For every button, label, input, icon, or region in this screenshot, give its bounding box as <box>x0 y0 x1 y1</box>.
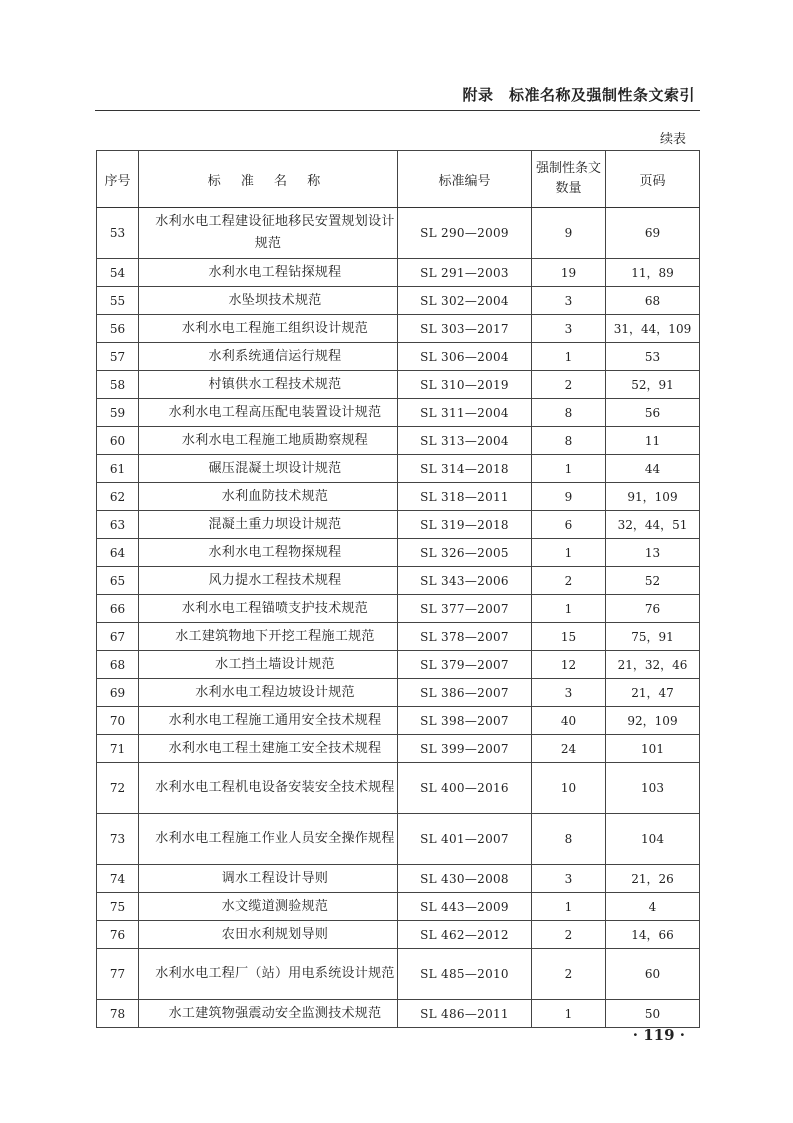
row-seq: 65 <box>97 567 139 595</box>
table-row <box>97 315 700 343</box>
row-clause-count: 1 <box>532 343 606 371</box>
row-standard-name: 水利水电工程施工组织设计规范 <box>139 315 398 343</box>
row-seq: 55 <box>97 287 139 315</box>
row-pages: 101 <box>606 735 700 763</box>
row-standard-name: 水坠坝技术规范 <box>139 287 398 315</box>
row-pages: 21，26 <box>606 865 700 893</box>
row-seq: 54 <box>97 259 139 287</box>
table-row <box>97 921 700 949</box>
row-pages: 13 <box>606 539 700 567</box>
row-clause-count: 3 <box>532 865 606 893</box>
header-rule <box>95 110 700 111</box>
row-standard-code: SL 443—2009 <box>398 893 532 921</box>
row-standard-name: 混凝土重力坝设计规范 <box>139 511 398 539</box>
row-standard-name: 水文缆道测验规范 <box>139 893 398 921</box>
row-standard-code: SL 310—2019 <box>398 371 532 399</box>
row-standard-name: 水利系统通信运行规程 <box>139 343 398 371</box>
row-clause-count: 8 <box>532 814 606 865</box>
row-clause-count: 1 <box>532 595 606 623</box>
row-pages: 50 <box>606 1000 700 1028</box>
row-standard-code: SL 377—2007 <box>398 595 532 623</box>
page-number: · 119 · <box>632 1026 685 1044</box>
table-row <box>97 595 700 623</box>
row-seq: 76 <box>97 921 139 949</box>
row-pages: 52 <box>606 567 700 595</box>
column-header-count <box>532 151 606 208</box>
table-row <box>97 893 700 921</box>
table-header-row <box>97 151 700 208</box>
row-standard-name: 水利水电工程建设征地移民安置规划设计规范 <box>139 208 398 259</box>
column-header-code: 标准编号 <box>398 151 532 208</box>
row-standard-name: 水利水电工程锚喷支护技术规范 <box>139 595 398 623</box>
row-standard-name: 水工挡土墙设计规范 <box>139 651 398 679</box>
row-seq: 74 <box>97 865 139 893</box>
table-row <box>97 814 700 865</box>
row-standard-code: SL 306—2004 <box>398 343 532 371</box>
row-standard-code: SL 386—2007 <box>398 679 532 707</box>
row-clause-count: 2 <box>532 949 606 1000</box>
row-standard-name: 农田水利规划导则 <box>139 921 398 949</box>
column-header-count-line2: 数量 <box>555 181 582 196</box>
row-standard-name: 风力提水工程技术规程 <box>139 567 398 595</box>
row-pages: 68 <box>606 287 700 315</box>
row-seq: 67 <box>97 623 139 651</box>
row-standard-name: 水利水电工程土建施工安全技术规程 <box>139 735 398 763</box>
table-row <box>97 623 700 651</box>
row-clause-count: 10 <box>532 763 606 814</box>
row-clause-count: 2 <box>532 371 606 399</box>
row-clause-count: 3 <box>532 679 606 707</box>
row-clause-count: 8 <box>532 427 606 455</box>
row-clause-count: 2 <box>532 921 606 949</box>
row-standard-name: 水利水电工程施工地质勘察规程 <box>139 427 398 455</box>
row-seq: 62 <box>97 483 139 511</box>
row-clause-count: 6 <box>532 511 606 539</box>
row-seq: 78 <box>97 1000 139 1028</box>
row-seq: 64 <box>97 539 139 567</box>
row-pages: 56 <box>606 399 700 427</box>
row-standard-code: SL 343—2006 <box>398 567 532 595</box>
row-standard-name: 碾压混凝土坝设计规范 <box>139 455 398 483</box>
row-seq: 71 <box>97 735 139 763</box>
row-pages: 11，89 <box>606 259 700 287</box>
row-standard-code: SL 462—2012 <box>398 921 532 949</box>
row-standard-name: 水利水电工程边坡设计规范 <box>139 679 398 707</box>
table-row <box>97 483 700 511</box>
table-row <box>97 567 700 595</box>
table-row <box>97 707 700 735</box>
row-seq: 61 <box>97 455 139 483</box>
table-row <box>97 259 700 287</box>
row-clause-count: 2 <box>532 567 606 595</box>
row-standard-code: SL 378—2007 <box>398 623 532 651</box>
table-row <box>97 539 700 567</box>
row-standard-name: 水利水电工程物探规程 <box>139 539 398 567</box>
table-row <box>97 511 700 539</box>
row-clause-count: 24 <box>532 735 606 763</box>
row-clause-count: 8 <box>532 399 606 427</box>
row-pages: 104 <box>606 814 700 865</box>
row-standard-code: SL 398—2007 <box>398 707 532 735</box>
row-standard-code: SL 399—2007 <box>398 735 532 763</box>
row-pages: 75，91 <box>606 623 700 651</box>
row-seq: 77 <box>97 949 139 1000</box>
row-clause-count: 15 <box>532 623 606 651</box>
row-seq: 58 <box>97 371 139 399</box>
row-clause-count: 12 <box>532 651 606 679</box>
row-standard-code: SL 314—2018 <box>398 455 532 483</box>
row-standard-name: 水利血防技术规范 <box>139 483 398 511</box>
row-clause-count: 40 <box>532 707 606 735</box>
row-pages: 91，109 <box>606 483 700 511</box>
row-pages: 60 <box>606 949 700 1000</box>
continued-table-label: 续表 <box>659 132 686 147</box>
row-standard-name: 水利水电工程施工作业人员安全操作规程 <box>139 814 398 865</box>
row-standard-code: SL 430—2008 <box>398 865 532 893</box>
row-pages: 32，44，51 <box>606 511 700 539</box>
row-pages: 31，44，109 <box>606 315 700 343</box>
table-row <box>97 287 700 315</box>
row-standard-name: 水工建筑物地下开挖工程施工规范 <box>139 623 398 651</box>
table-row <box>97 949 700 1000</box>
row-clause-count: 1 <box>532 893 606 921</box>
row-clause-count: 1 <box>532 1000 606 1028</box>
row-pages: 14，66 <box>606 921 700 949</box>
row-standard-name: 水利水电工程机电设备安装安全技术规程 <box>139 763 398 814</box>
table-row <box>97 735 700 763</box>
row-seq: 72 <box>97 763 139 814</box>
row-standard-name: 村镇供水工程技术规范 <box>139 371 398 399</box>
row-standard-code: SL 311—2004 <box>398 399 532 427</box>
row-standard-name: 调水工程设计导则 <box>139 865 398 893</box>
row-standard-name: 水利水电工程厂（站）用电系统设计规范 <box>139 949 398 1000</box>
row-pages: 21，47 <box>606 679 700 707</box>
row-pages: 53 <box>606 343 700 371</box>
column-header-count-line1: 强制性条文 <box>535 161 601 176</box>
row-seq: 56 <box>97 315 139 343</box>
row-standard-code: SL 486—2011 <box>398 1000 532 1028</box>
table-row <box>97 427 700 455</box>
row-seq: 60 <box>97 427 139 455</box>
row-seq: 68 <box>97 651 139 679</box>
table-row <box>97 651 700 679</box>
standards-index-table <box>96 150 700 1028</box>
row-standard-name: 水利水电工程高压配电装置设计规范 <box>139 399 398 427</box>
row-standard-code: SL 318—2011 <box>398 483 532 511</box>
table-row <box>97 865 700 893</box>
row-standard-code: SL 319—2018 <box>398 511 532 539</box>
row-seq: 66 <box>97 595 139 623</box>
table-row <box>97 679 700 707</box>
row-clause-count: 1 <box>532 539 606 567</box>
row-standard-code: SL 401—2007 <box>398 814 532 865</box>
row-pages: 76 <box>606 595 700 623</box>
row-pages: 4 <box>606 893 700 921</box>
row-pages: 103 <box>606 763 700 814</box>
row-pages: 11 <box>606 427 700 455</box>
row-clause-count: 3 <box>532 287 606 315</box>
row-standard-code: SL 313—2004 <box>398 427 532 455</box>
row-standard-code: SL 303—2017 <box>398 315 532 343</box>
row-seq: 75 <box>97 893 139 921</box>
table-row <box>97 763 700 814</box>
table-row <box>97 399 700 427</box>
table-row <box>97 455 700 483</box>
row-standard-code: SL 290—2009 <box>398 208 532 259</box>
row-clause-count: 3 <box>532 315 606 343</box>
column-header-seq: 序号 <box>97 151 139 208</box>
row-seq: 73 <box>97 814 139 865</box>
table-row <box>97 1000 700 1028</box>
row-clause-count: 19 <box>532 259 606 287</box>
row-seq: 70 <box>97 707 139 735</box>
column-header-name: 标 准 名 称 <box>139 151 398 208</box>
row-pages: 21，32，46 <box>606 651 700 679</box>
table-row <box>97 343 700 371</box>
row-pages: 44 <box>606 455 700 483</box>
row-clause-count: 1 <box>532 455 606 483</box>
table-row <box>97 371 700 399</box>
column-header-pages: 页码 <box>606 151 700 208</box>
row-standard-code: SL 302—2004 <box>398 287 532 315</box>
row-clause-count: 9 <box>532 208 606 259</box>
row-seq: 69 <box>97 679 139 707</box>
row-standard-code: SL 485—2010 <box>398 949 532 1000</box>
row-standard-code: SL 379—2007 <box>398 651 532 679</box>
row-seq: 53 <box>97 208 139 259</box>
row-pages: 69 <box>606 208 700 259</box>
row-pages: 52，91 <box>606 371 700 399</box>
row-standard-code: SL 326—2005 <box>398 539 532 567</box>
row-standard-code: SL 400—2016 <box>398 763 532 814</box>
table-row <box>97 208 700 259</box>
row-seq: 59 <box>97 399 139 427</box>
row-standard-code: SL 291—2003 <box>398 259 532 287</box>
row-seq: 63 <box>97 511 139 539</box>
row-pages: 92，109 <box>606 707 700 735</box>
row-standard-name: 水利水电工程钻探规程 <box>139 259 398 287</box>
row-clause-count: 9 <box>532 483 606 511</box>
row-standard-name: 水工建筑物强震动安全监测技术规范 <box>139 1000 398 1028</box>
row-standard-name: 水利水电工程施工通用安全技术规程 <box>139 707 398 735</box>
running-header-title: 附录 标准名称及强制性条文索引 <box>462 86 695 104</box>
row-seq: 57 <box>97 343 139 371</box>
